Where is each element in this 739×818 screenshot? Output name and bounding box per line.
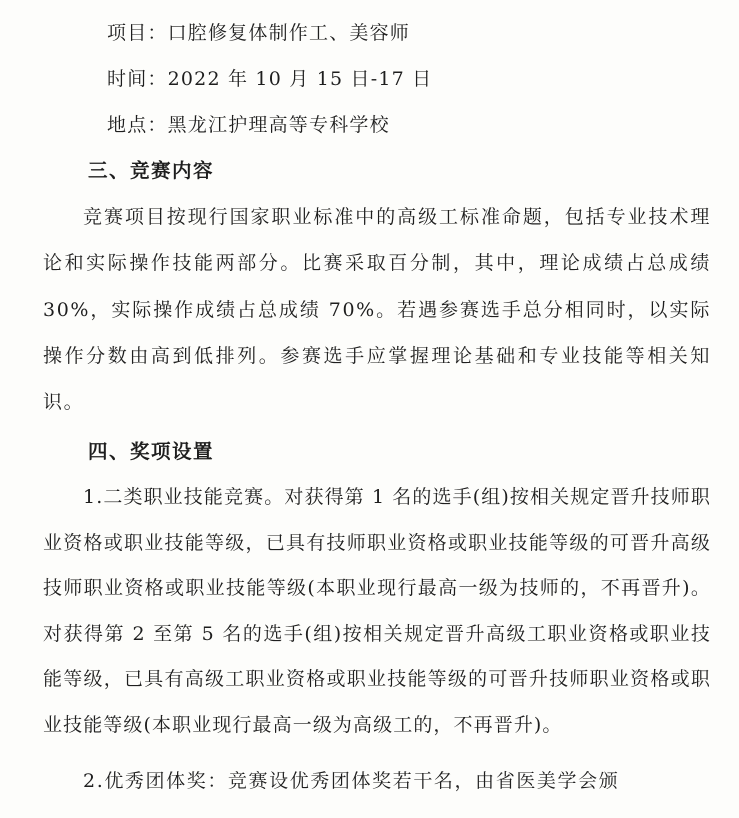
section-4-heading: 四、奖项设置 [88, 440, 215, 464]
award-item-2: 2.优秀团体奖：竞赛设优秀团体奖若干名，由省医美学会颁 [83, 770, 620, 793]
location-line: 地点：黑龙江护理高等专科学校 [107, 114, 390, 136]
paragraph-gap [43, 748, 717, 758]
time-line: 时间：2022 年 10 月 15 日-17 日 [107, 68, 433, 90]
award-item-1: 1.二类职业技能竞赛。对获得第 1 名的选手(组)按相关规定晋升技师职业资格或职业技能等级，已具有技师职业资格或职业技能等级的可晋升高级技师职业资格或职业技能等级(本职业现行最高一级为技师的，不再晋升)。对获得第 2 至第 5 名的选手(组)按相关规定晋升高级工职业资格或职业技能等级，已具有高级工职业资格或职业技能等级的可晋升技师职业资格或职业技能等级(本职业现行最高一级为高级工的，不再晋升)。 [43, 486, 711, 736]
section-3-heading: 三、竞赛内容 [88, 159, 215, 182]
project-line: 项目：口腔修复体制作工、美容师 [107, 22, 411, 44]
section-3-paragraph: 竞赛项目按现行国家职业标准中的高级工标准命题，包括专业技术理论和实际操作技能两部分。比赛采取百分制，其中，理论成绩占总成绩 30%，实际操作成绩占总成绩 70%。若遇参赛选手总分相同时，以实际操作分数由高到低排列。参赛选手应掌握理论基础和专业技能等相关知识。 [43, 206, 711, 414]
